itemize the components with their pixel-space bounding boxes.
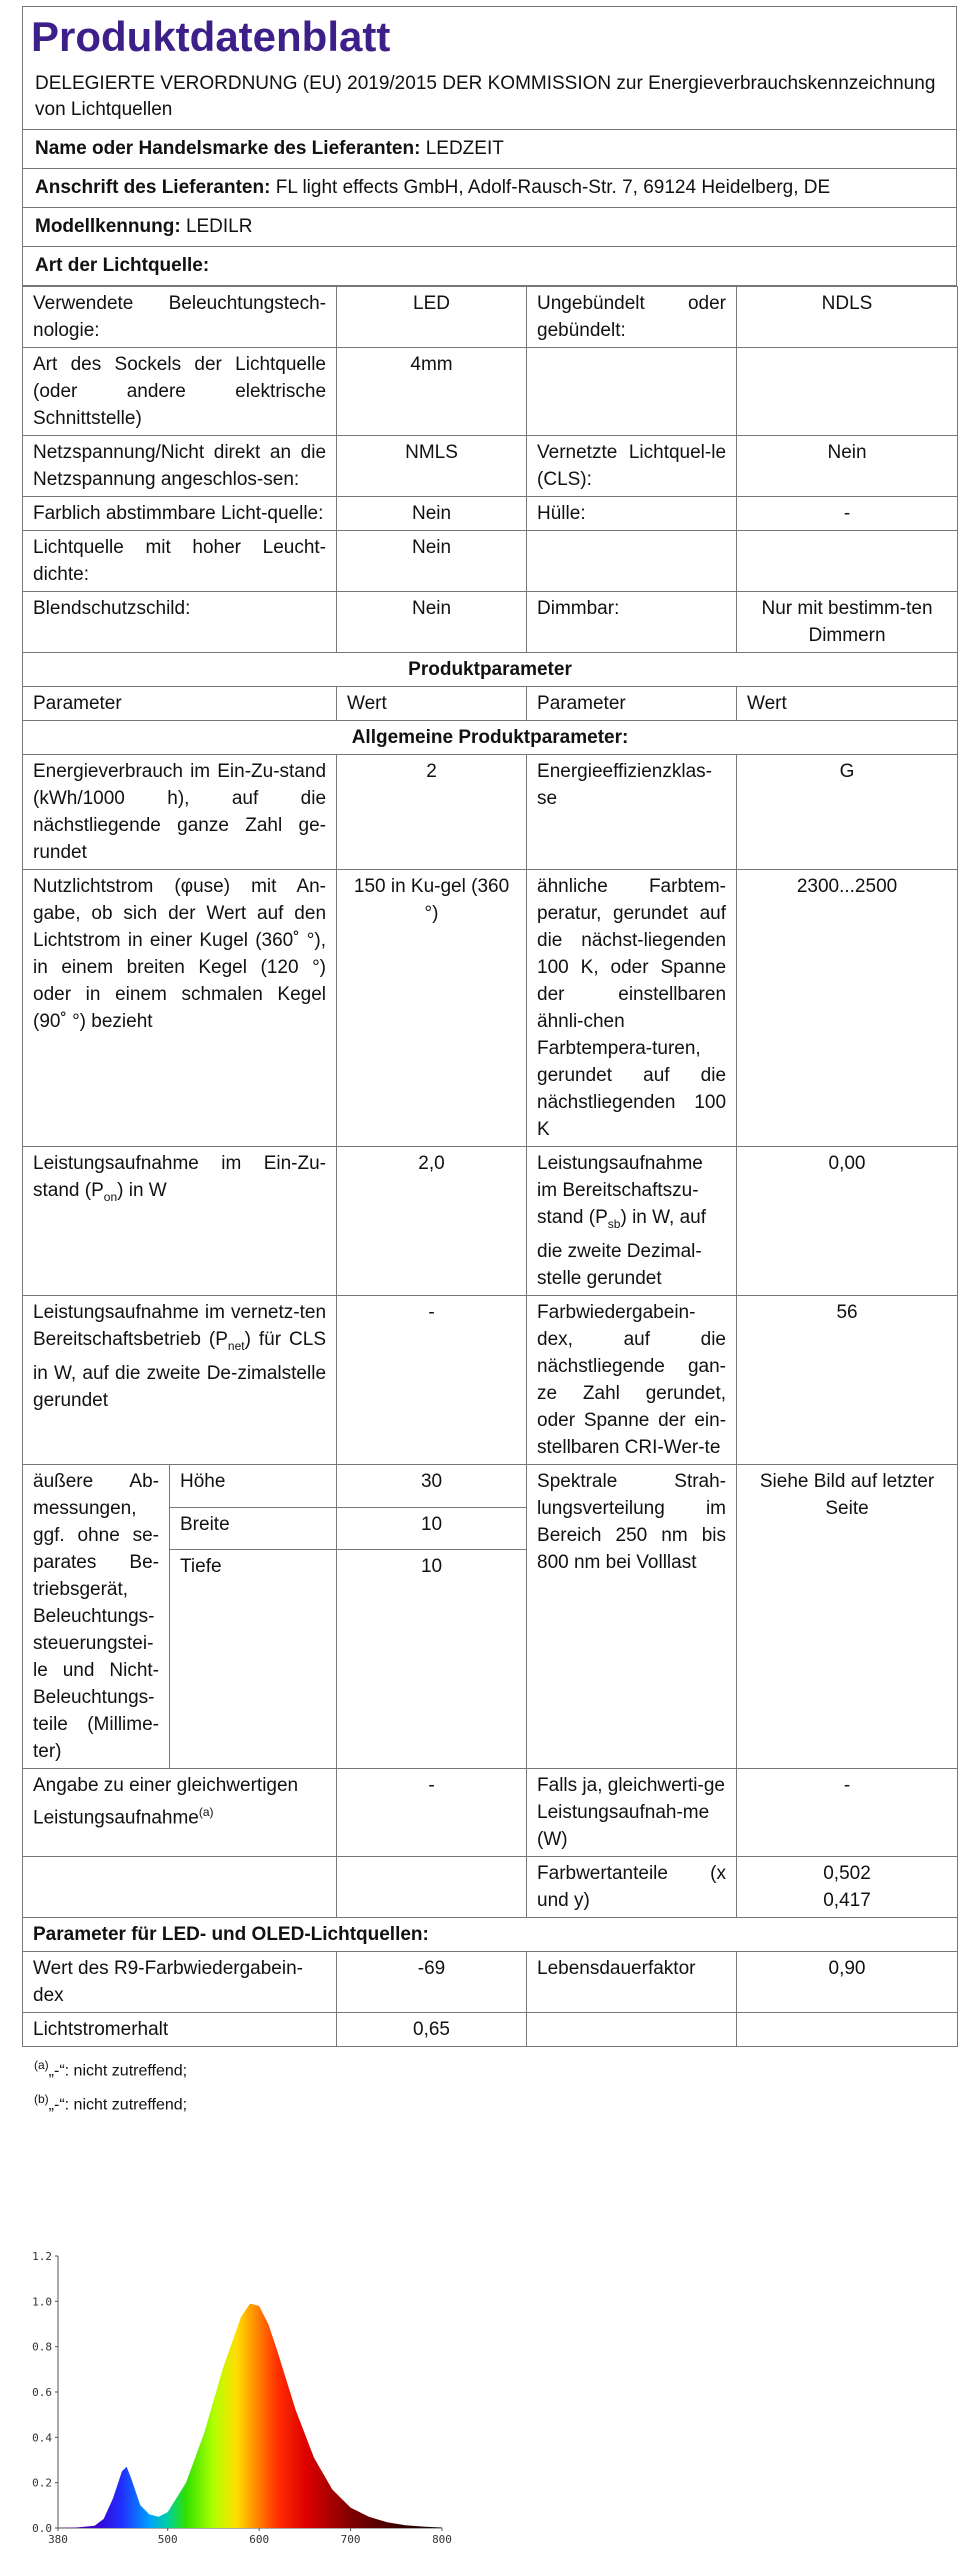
value-cell: - xyxy=(337,1295,527,1464)
regulation-text: DELEGIERTE VERORDNUNG (EU) 2019/2015 DER KOMMISSION zur Energieverbrauchskennzeichnung von Lichtquellen xyxy=(35,73,936,120)
param-cell: Hülle: xyxy=(527,497,737,531)
param-text: Leistungsaufnahme im vernetz-ten Bereitschaftsbetrieb (P xyxy=(33,1301,327,1350)
param-cell: Lichtquelle mit hoher Leucht-dichte: xyxy=(23,531,337,592)
value-cell: 0,00 xyxy=(737,1147,958,1296)
empty-cell xyxy=(23,1856,337,1917)
dimension-name: Tiefe xyxy=(170,1550,337,1592)
table-row xyxy=(23,1951,958,2012)
value-cell: - xyxy=(737,497,958,531)
address-row xyxy=(23,168,956,207)
y-tick-label: 0.8 xyxy=(32,2340,52,2354)
chroma-y: 0,417 xyxy=(823,1889,871,1911)
table-row xyxy=(23,287,958,348)
header-box xyxy=(22,65,957,286)
empty-cell xyxy=(337,1856,527,1917)
value-cell xyxy=(737,348,958,436)
x-tick-label: 600 xyxy=(249,2533,270,2546)
x-tick-label: 380 xyxy=(48,2533,68,2546)
column-header: Wert xyxy=(737,687,958,721)
value-cell: NDLS xyxy=(737,287,958,348)
type-heading: Art der Lichtquelle: xyxy=(23,246,956,285)
value-cell: - xyxy=(737,1768,958,1856)
y-tick-label: 1.0 xyxy=(32,2295,52,2309)
param-cell: Netzspannung/Nicht direkt an die Netzspannung angeschlos-sen: xyxy=(23,436,337,497)
value-cell: 4mm xyxy=(337,348,527,436)
param-cell xyxy=(527,531,737,592)
x-tick-label: 800 xyxy=(432,2533,452,2546)
chroma-x: 0,502 xyxy=(823,1862,871,1884)
value-cell: 2,0 xyxy=(337,1147,527,1296)
param-cell: Farbwiedergabein-dex, auf die nächstliegende gan-ze Zahl gerundet, oder Spanne der ein-stellbaren CRI-Wer-te xyxy=(527,1295,737,1464)
param-text: Angabe zu einer gleichwertigen Leistungsaufnahme xyxy=(33,1774,299,1829)
column-header: Wert xyxy=(337,687,527,721)
value-cell: 150 in Ku-gel (360 °) xyxy=(337,870,527,1147)
param-subscript: sb xyxy=(607,1216,621,1231)
footnote-ref: (a) xyxy=(198,1804,214,1819)
spectrum-area xyxy=(58,2304,442,2528)
param-cell: Nutzlichtstrom (φuse) mit An-gabe, ob sich der Wert auf den Lichtstrom in einer Kugel (360˚ °), in einem breiten Kegel (120 °) oder in einem schmalen Kegel (90˚ °) bezieht xyxy=(23,870,337,1147)
param-cell: Verwendete Beleuchtungstech-nologie: xyxy=(23,287,337,348)
dimension-name: Höhe xyxy=(170,1464,337,1507)
param-cell xyxy=(527,1147,737,1296)
param-cell: Ungebündelt oder gebündelt: xyxy=(527,287,737,348)
value-cell: 0,65 xyxy=(337,2012,527,2046)
y-tick-label: 0.4 xyxy=(32,2431,52,2445)
table-row xyxy=(23,1147,958,1296)
table-row xyxy=(23,870,958,1147)
table-row xyxy=(23,1768,958,1856)
value-cell: 2 xyxy=(337,755,527,870)
footnote-mark: (b) xyxy=(34,2092,49,2107)
param-subscript: on xyxy=(103,1189,118,1204)
param-cell: Energieeffizienzklas-se xyxy=(527,755,737,870)
param-cell xyxy=(527,348,737,436)
value-cell: LED xyxy=(337,287,527,348)
column-header: Parameter xyxy=(527,687,737,721)
supplier-value: LEDZEIT xyxy=(425,138,504,159)
param-cell: Lebensdauerfaktor xyxy=(527,1951,737,2012)
product-params-heading: Produktparameter xyxy=(23,653,958,687)
param-cell: Spektrale Strah-lungsverteilung im Bereich 250 nm bis 800 nm bei Volllast xyxy=(527,1464,737,1768)
section-row xyxy=(23,721,958,755)
value-cell: Nein xyxy=(337,497,527,531)
value-cell xyxy=(737,2012,958,2046)
supplier-row xyxy=(23,129,956,168)
param-text: ) in W xyxy=(117,1180,167,1201)
value-cell: NMLS xyxy=(337,436,527,497)
value-cell xyxy=(737,1856,958,1917)
general-params-heading: Allgemeine Produktparameter: xyxy=(23,721,958,755)
y-tick-label: 0.0 xyxy=(32,2522,52,2535)
param-text: Leistungsaufnahme im Ein-Zu-stand (P xyxy=(33,1153,327,1201)
y-tick-label: 1.2 xyxy=(32,2250,52,2263)
param-cell xyxy=(23,1147,337,1296)
y-tick-label: 0.2 xyxy=(32,2476,52,2490)
value-cell: Nein xyxy=(737,436,958,497)
table-row xyxy=(23,436,958,497)
param-cell xyxy=(23,1768,337,1856)
param-cell: Art des Sockels der Lichtquelle (oder andere elektrische Schnittstelle) xyxy=(23,348,337,436)
value-cell xyxy=(737,531,958,592)
model-value: LEDILR xyxy=(185,216,253,237)
model-label: Modellkennung: xyxy=(35,216,181,237)
supplier-label: Name oder Handelsmarke des Lieferanten: xyxy=(35,138,421,159)
x-tick-label: 700 xyxy=(340,2533,361,2546)
y-tick-label: 0.6 xyxy=(32,2386,52,2399)
table-row xyxy=(23,592,958,653)
param-cell xyxy=(23,1295,337,1464)
header-row xyxy=(23,687,958,721)
table-row xyxy=(23,1295,958,1464)
value-cell: Nur mit bestimm-ten Dimmern xyxy=(737,592,958,653)
param-cell: Vernetzte Lichtquel-le (CLS): xyxy=(527,436,737,497)
value-cell: -69 xyxy=(337,1951,527,2012)
param-cell: Wert des R9-Farbwiedergabein-dex xyxy=(23,1951,337,2012)
datasheet xyxy=(22,6,957,2119)
empty-cell xyxy=(337,1592,527,1769)
value-cell: - xyxy=(337,1768,527,1856)
table-row xyxy=(23,1464,958,1507)
value-cell: 56 xyxy=(737,1295,958,1464)
param-cell: Lichtstromerhalt xyxy=(23,2012,337,2046)
value-cell: 0,90 xyxy=(737,1951,958,2012)
column-header: Parameter xyxy=(23,687,337,721)
model-row xyxy=(23,207,956,246)
dimensions-label: äußere Ab-messungen, ggf. ohne se-parates Be-triebsgerät, Beleuchtungs-steuerungstei-le und Nicht-Beleuchtungs-teile (Millime-ter) xyxy=(23,1464,170,1768)
table-row xyxy=(23,531,958,592)
address-value: FL light effects GmbH, Adolf-Rausch-Str. 7, 69124 Heidelberg, DE xyxy=(275,177,831,198)
spectrum-svg xyxy=(22,2238,462,2558)
table-row xyxy=(23,2012,958,2046)
dimension-value: 10 xyxy=(337,1507,527,1550)
value-cell: Nein xyxy=(337,592,527,653)
param-cell: Falls ja, gleichwerti-ge Leistungsaufnah-me (W) xyxy=(527,1768,737,1856)
param-cell: Blendschutzschild: xyxy=(23,592,337,653)
dimension-name: Breite xyxy=(170,1507,337,1550)
param-cell: Energieverbrauch im Ein-Zu-stand (kWh/1000 h), auf die nächstliegende ganze Zahl ge-rundet xyxy=(23,755,337,870)
section-row xyxy=(23,1917,958,1951)
value-cell: Siehe Bild auf letzter Seite xyxy=(737,1464,958,1768)
spectrum-chart xyxy=(22,2238,462,2558)
table-row xyxy=(23,497,958,531)
footnote xyxy=(22,2051,957,2085)
param-cell: ähnliche Farbtem-peratur, gerundet auf die nächst-liegenden 100 K, oder Spanne der einstellbaren ähnli-chen Farbtempera-turen, gerundet auf die nächstliegenden 100 K xyxy=(527,870,737,1147)
param-cell: Farbwertanteile (x und y) xyxy=(527,1856,737,1917)
table-row xyxy=(23,348,958,436)
footnote xyxy=(22,2085,957,2119)
footnote-mark: (a) xyxy=(34,2057,49,2072)
address-label: Anschrift des Lieferanten: xyxy=(35,177,271,198)
led-params-heading: Parameter für LED- und OLED-Lichtquellen: xyxy=(23,1917,958,1951)
empty-cell xyxy=(170,1592,337,1769)
dimension-value: 10 xyxy=(337,1550,527,1592)
footnote-text: „-“: nicht zutreffend; xyxy=(48,2096,188,2114)
value-cell: G xyxy=(737,755,958,870)
param-cell xyxy=(527,2012,737,2046)
page-title: Produktdatenblatt xyxy=(22,6,957,65)
param-subscript: net xyxy=(227,1338,245,1353)
value-cell: 2300...2500 xyxy=(737,870,958,1147)
footnote-text: „-“: nicht zutreffend; xyxy=(48,2062,188,2080)
param-text: ) für CLS in W, auf die zweite De-zimalstelle gerundet xyxy=(33,1328,327,1411)
section-row xyxy=(23,653,958,687)
param-cell: Farblich abstimmbare Licht-quelle: xyxy=(23,497,337,531)
x-tick-label: 500 xyxy=(157,2533,178,2546)
param-cell: Dimmbar: xyxy=(527,592,737,653)
table-row xyxy=(23,1856,958,1917)
param-text: ) in W, auf die zweite Dezimal-stelle gerundet xyxy=(537,1207,706,1289)
parameter-table xyxy=(22,286,958,2047)
dimension-value: 30 xyxy=(337,1464,527,1507)
value-cell: Nein xyxy=(337,531,527,592)
param-text: Leistungsaufnahme im Bereitschaftszu-stand (P xyxy=(537,1153,703,1228)
table-row xyxy=(23,755,958,870)
